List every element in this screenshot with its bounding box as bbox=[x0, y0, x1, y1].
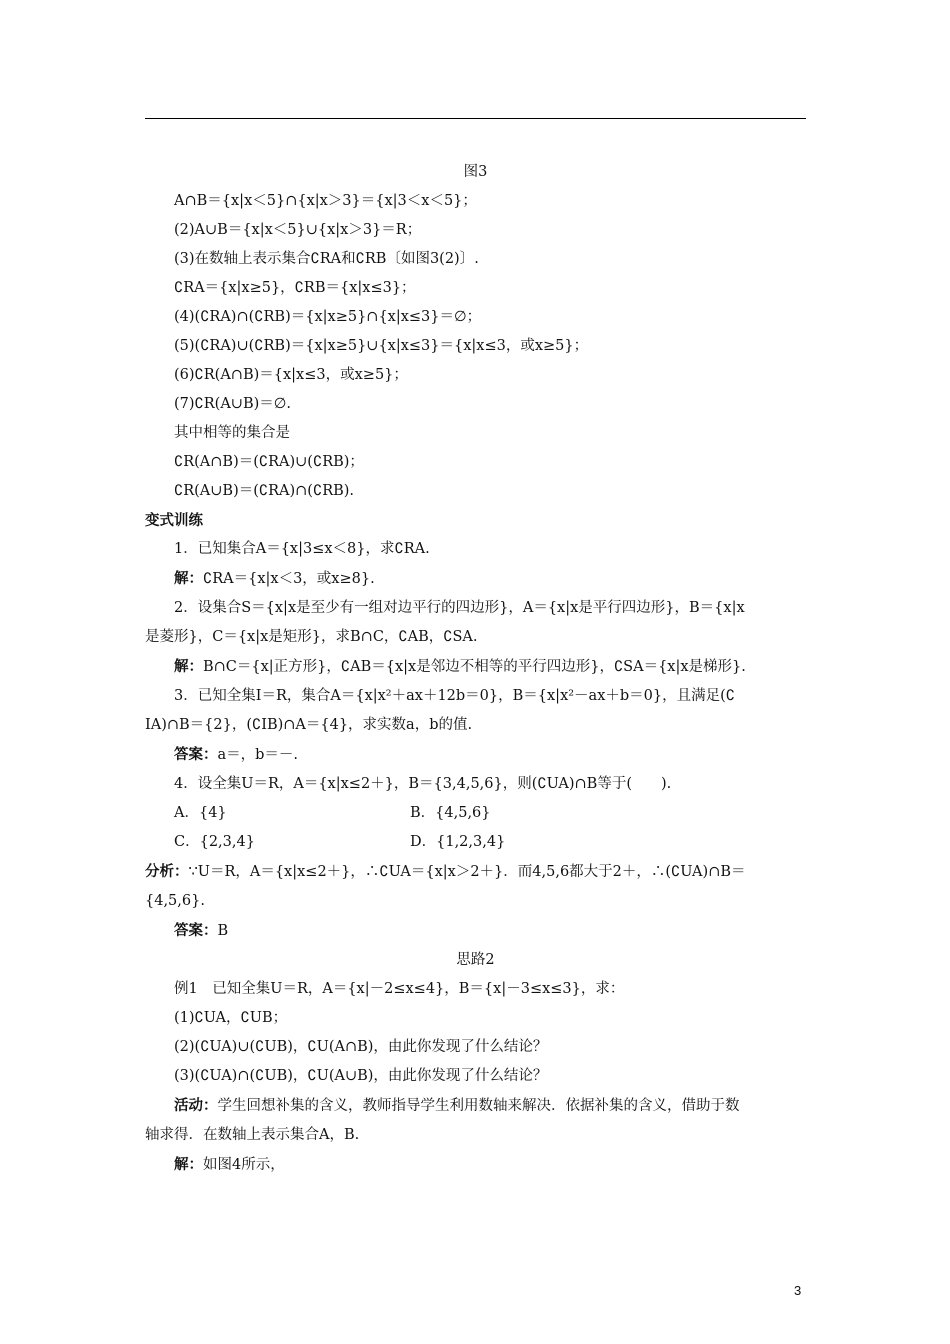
solution-text: 如图4所示， bbox=[203, 1157, 285, 1173]
solution-line: (3)在数轴上表示集合∁RA和∁RB〔如图3(2)〕. bbox=[174, 251, 479, 267]
answer-text: B bbox=[217, 923, 229, 939]
answer-text: a＝，b＝－. bbox=[217, 747, 299, 763]
example-1-part-1: (1)∁UA，∁UB； bbox=[174, 1010, 288, 1026]
example-1-part-3: (3)(∁UA)∩(∁UB)，∁U(A∪B)，由此你发现了什么结论？ bbox=[174, 1068, 548, 1084]
question-1-solution bbox=[145, 564, 806, 594]
option-d: D．{1,2,3,4} bbox=[410, 834, 506, 850]
option-b: B．{4,5,6} bbox=[410, 805, 491, 821]
activity-text: 学生回想补集的含义，教师指导学生利用数轴来解决．依据补集的含义，借助于数 bbox=[217, 1098, 740, 1114]
solution-line: (4)(∁RA)∩(∁RB)＝{x|x≥5}∩{x|x≤3}＝∅； bbox=[174, 309, 482, 325]
question-2-line-1: 2．设集合S＝{x|x是至少有一组对边平行的四边形}，A＝{x|x是平行四边形}，B＝{x|x bbox=[174, 600, 745, 616]
question-4-analysis bbox=[145, 857, 806, 887]
section-heading: 变式训练 bbox=[145, 512, 203, 529]
page-number: 3 bbox=[794, 1283, 802, 1298]
solution-line: ∁R(A∪B)＝(∁RA)∩(∁RB). bbox=[174, 483, 355, 499]
example-1-solution bbox=[145, 1150, 806, 1180]
solution-line: ∁R(A∩B)＝(∁RA)∪(∁RB)； bbox=[174, 454, 364, 470]
option-c: C．{2,3,4} bbox=[174, 834, 255, 850]
question-2-solution bbox=[145, 652, 806, 682]
solution-line: A∩B＝{x|x＜5}∩{x|x＞3}＝{x|3＜x＜5}； bbox=[174, 193, 477, 209]
question-3-line-1: 3．已知全集I＝R，集合A＝{x|x²＋ax＋12b＝0}，B＝{x|x²－ax＋b＝0}，且满足(∁ bbox=[174, 688, 735, 704]
idea-2-heading: 思路2 bbox=[456, 952, 495, 968]
solution-line: (5)(∁RA)∪(∁RB)＝{x|x≥5}∪{x|x≤3}＝{x|x≤3，或x≥5}； bbox=[174, 338, 589, 354]
activity bbox=[145, 1091, 806, 1121]
options-row-1 bbox=[145, 799, 806, 828]
activity-label: 活动： bbox=[174, 1097, 218, 1114]
activity-cont: 轴求得．在数轴上表示集合A，B. bbox=[145, 1127, 360, 1143]
question-3-line-2: IA)∩B＝{2}，(∁IB)∩A＝{4}，求实数a，b的值. bbox=[145, 717, 473, 733]
question-1: 1．已知集合A＝{x|3≤x＜8}，求∁RA. bbox=[174, 541, 430, 557]
solution-text: ∁RA＝{x|x＜3，或x≥8}. bbox=[203, 571, 375, 587]
solution-line: (6)∁R(A∩B)＝{x|x≤3，或x≥5}； bbox=[174, 367, 408, 383]
solution-label: 解： bbox=[174, 1156, 203, 1173]
solution-line: 其中相等的集合是 bbox=[174, 425, 290, 441]
question-4-analysis-cont: {4,5,6}. bbox=[145, 893, 205, 909]
page-body bbox=[145, 158, 806, 1180]
solution-line: (2)A∪B＝{x|x＜5}∪{x|x＞3}＝R； bbox=[174, 222, 422, 238]
example-1: 例1 已知全集U＝R，A＝{x|－2≤x≤4}，B＝{x|－3≤x≤3}，求： bbox=[174, 981, 625, 997]
solution-label: 解： bbox=[174, 658, 203, 675]
analysis-label: 分析： bbox=[145, 863, 189, 880]
solution-line: (7)∁R(A∪B)＝∅. bbox=[174, 396, 292, 412]
question-2-line-2: 是菱形}，C＝{x|x是矩形}，求B∩C，∁AB，∁SA. bbox=[145, 629, 478, 645]
question-4: 4．设全集U＝R，A＝{x|x≤2＋}，B＝{3,4,5,6}，则(∁UA)∩B等于( ). bbox=[174, 776, 672, 792]
analysis-text: ∵U＝R，A＝{x|x≤2＋}，∴∁UA＝{x|x＞2＋}．而4,5,6都大于2＋，∴(∁UA)∩B＝ bbox=[188, 864, 746, 880]
option-a: A．{4} bbox=[174, 805, 227, 821]
solution-line: ∁RA＝{x|x≥5}，∁RB＝{x|x≤3}； bbox=[174, 280, 416, 296]
example-1-part-2: (2)(∁UA)∪(∁UB)，∁U(A∩B)，由此你发现了什么结论？ bbox=[174, 1039, 548, 1055]
options-row-2 bbox=[145, 828, 806, 857]
answer-label: 答案： bbox=[174, 922, 218, 939]
question-3-answer bbox=[145, 740, 806, 770]
header-rule bbox=[145, 118, 806, 119]
question-4-answer bbox=[145, 916, 806, 946]
solution-text: B∩C＝{x|正方形}，∁AB＝{x|x是邻边不相等的平行四边形}，∁SA＝{x|x是梯形}. bbox=[203, 659, 746, 675]
solution-label: 解： bbox=[174, 570, 203, 587]
answer-label: 答案： bbox=[174, 746, 218, 763]
figure-caption: 图3 bbox=[463, 164, 488, 180]
